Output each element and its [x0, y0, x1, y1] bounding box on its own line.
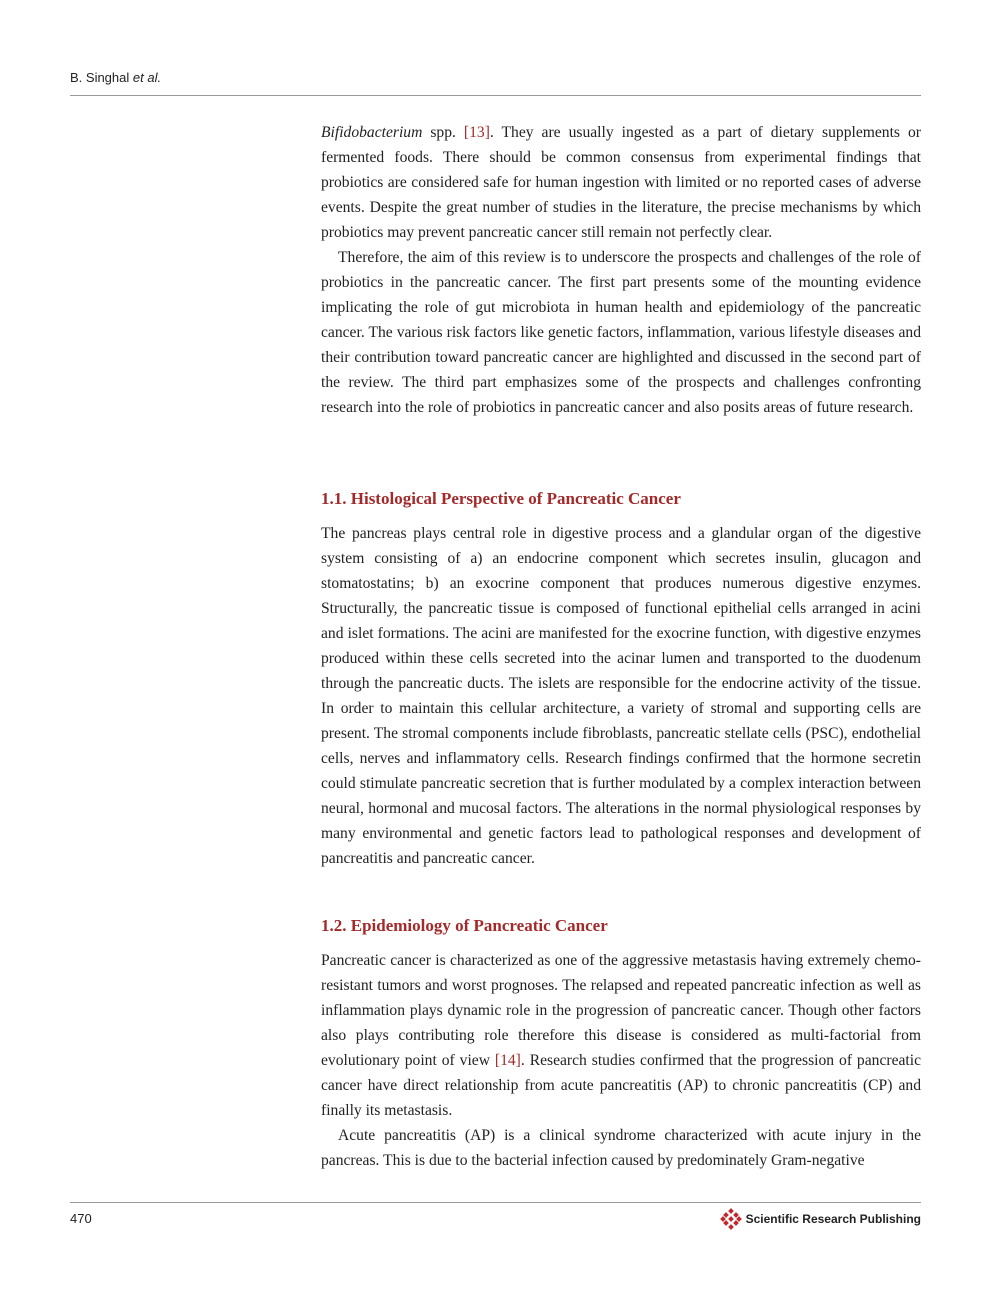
intro-continued [321, 120, 921, 420]
citation-14[interactable]: [14] [494, 1052, 521, 1069]
page-number: 470 [70, 1211, 92, 1226]
header-rule [70, 95, 921, 96]
paragraph-epidemiology [321, 948, 921, 1123]
text-span: . Research studies confirmed that the progression of pancreatic cancer have direct relationship from acute pancreatitis (AP) to chronic pancreatitis (CP) and finally its metastasis. [321, 1052, 921, 1119]
paragraph-acute-pancreatitis: Acute pancreatitis (AP) is a clinical syndrome characterized with acute injury in the pancreas. This is due to the bacterial infection caused by predominately Gram-negative [321, 1127, 921, 1169]
paragraph-histology: The pancreas plays central role in digestive process and a glandular organ of the digestive system consisting of a) an endocrine component which secretes insulin, glucagon and stomatostatins; b) an exocrine component that produces numerous digestive enzymes. Structurally, the pancreatic tissue is composed of functional epithelial cells arranged in acini and islet formations. The acini are manifested for the exocrine function, with digestive enzymes produced within these cells secreted into the acinar lumen and transported to the duodenum through the pancreatic ducts. The islets are responsible for the endocrine activity of the tissue. In order to maintain this cellular architecture, a variety of stromal and supporting cells are present. The stromal components include fibroblasts, pancreatic stellate cells (PSC), endothelial cells, nerves and inflammatory cells. Research findings confirmed that the hormone secretin could stimulate pancreatic secretion that is further modulated by a complex interaction between neural, hormonal and mucosal factors. The alterations in the normal physiological responses by many environmental and genetic factors lead to pathological responses and development of pancreatitis and pancreatic cancer. [321, 525, 921, 867]
citation-13[interactable]: [13] [463, 124, 490, 141]
section-heading-1-1: 1.1. Histological Perspective of Pancreatic Cancer [321, 489, 681, 508]
genus-name: Bifidobacterium [321, 124, 423, 141]
publisher-logo [720, 1208, 921, 1230]
header-author: B. Singhal [70, 70, 130, 85]
text-span: Pancreatic cancer is characterized as one of the aggressive metastasis having extremely chemo-resistant tumors and worst prognoses. The relapsed and repeated pancreatic infection as well as inflammation plays dynamic role in the progression of pancreatic cancer. Though other factors also plays contributing role therefore this disease is considered as multi-factorial from evolutionary point of view [321, 952, 921, 1069]
text-span: spp. [422, 124, 464, 141]
publisher-mark-icon [720, 1208, 742, 1230]
running-header [70, 70, 921, 85]
text-span: . They are usually ingested as a part of dietary supplements or fermented foods. There should be common consensus from experimental findings that probiotics are considered safe for human ingestion with limited or no reported cases of adverse events. Despite the great number of studies in the literature, the precise mechanisms by which probiotics may prevent pancreatic cancer still remain not perfectly clear. [321, 124, 921, 241]
header-etal: et al. [132, 70, 162, 85]
footer-rule [70, 1202, 921, 1203]
publisher-name: Scientific Research Publishing [745, 1212, 921, 1226]
paragraph-1 [321, 120, 921, 245]
section-1-1-body [321, 521, 921, 871]
paragraph-2: Therefore, the aim of this review is to underscore the prospects and challenges of the role of probiotics in the pancreatic cancer. The first part presents some of the mounting evidence implicating the role of gut microbiota in human health and epidemiology of the pancreatic cancer. The various risk factors like genetic factors, inflammation, various lifestyle diseases and their contribution toward pancreatic cancer are highlighted and discussed in the second part of the review. The third part emphasizes some of the prospects and challenges confronting research into the role of probiotics in pancreatic cancer and also posits areas of future research. [321, 249, 921, 416]
section-heading-1-2: 1.2. Epidemiology of Pancreatic Cancer [321, 916, 608, 935]
section-1-2-body [321, 948, 921, 1173]
